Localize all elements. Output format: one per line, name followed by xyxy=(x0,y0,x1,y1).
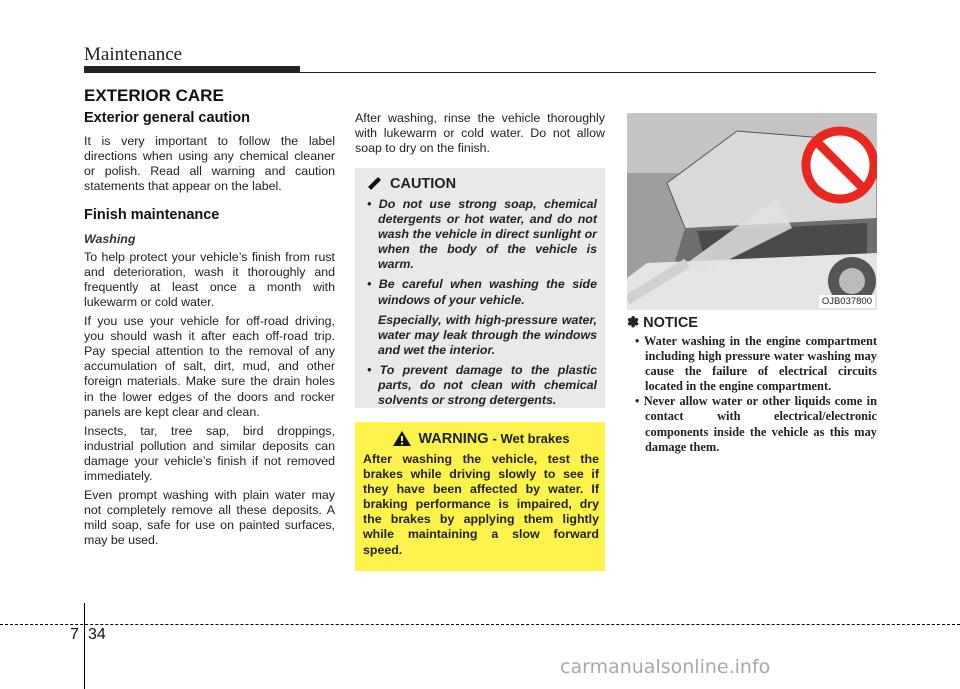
paragraph: It is very important to follow the label directions when using any chemical cleaner or polish. Read all warning and caution statements that appear on the label. xyxy=(84,134,335,194)
heading-finish-maintenance: Finish maintenance xyxy=(84,207,220,224)
warning-subtitle: - Wet brakes xyxy=(492,431,570,446)
list-item: • Be careful when washing the side windows of your vehicle. Especially, with high-pressure water, water may leak through the windows and wet the interior. xyxy=(367,277,597,357)
car-hood-open-illustration xyxy=(627,113,877,310)
warning-box xyxy=(355,422,605,571)
warning-title: WARNING xyxy=(418,430,489,447)
caution-list xyxy=(367,197,597,408)
warning-triangle-icon xyxy=(392,430,412,447)
page-number: 34 xyxy=(88,626,106,643)
list-item: • To prevent damage to the plastic parts, do not clean with chemical solvents or strong detergents. xyxy=(367,362,598,408)
footer-dashed-rule xyxy=(0,624,960,625)
header-rule xyxy=(300,72,876,73)
chapter-number: 7 xyxy=(70,626,79,643)
header-bar xyxy=(84,66,300,73)
footer-vertical-rule xyxy=(84,603,85,689)
figure-code: OJB037800 xyxy=(819,295,875,308)
warning-text: After washing the vehicle, test the brakes while driving slowly to see if they have been affected by water. If braking performance is impaired, dry the brakes by applying them lightly while maintaining a slow forward speed. xyxy=(363,452,599,557)
paragraph: Even prompt washing with plain water may not completely remove all these deposits. A mild soap, safe for use on painted surfaces, may be used. xyxy=(84,488,335,548)
paragraph: If you use your vehicle for off-road driving, you should wash it after each off-road trip. Pay special attention to the removal of any accumulation of salt, dirt, mud, and other foreign materials. Make sure the drain holes in the lower edges of the doors and rocker panels are kept clear and clean. xyxy=(84,314,335,419)
middle-column-intro xyxy=(355,111,605,160)
running-header-title: Maintenance xyxy=(84,44,183,65)
list-item: • Do not use strong soap, chemical detergents or hot water, and do not wash the vehicle in direct sunlight or when the body of the vehicle is warm. xyxy=(367,197,598,272)
watermark-text: carmanualsonline.info xyxy=(560,656,771,678)
list-item: • Water washing in the engine compartment including high pressure water washing may cause the failure of electrical circuits located in the engine compartment. xyxy=(635,334,878,394)
list-item: • Never allow water or other liquids come in contact with electrical/electronic components inside the vehicle as this may damage them. xyxy=(635,394,877,454)
engine-wash-illustration xyxy=(627,113,877,310)
caution-box xyxy=(355,168,605,408)
paragraph: After washing, rinse the vehicle thoroughly with lukewarm or cold water. Do not allow soap to dry on the finish. xyxy=(355,111,605,156)
notice-block xyxy=(627,315,877,455)
notice-list xyxy=(627,334,877,455)
heading-exterior-general-caution: Exterior general caution xyxy=(84,110,250,126)
section-title: EXTERIOR CARE xyxy=(84,86,224,105)
caution-header xyxy=(364,176,597,192)
pencil-icon xyxy=(364,177,382,191)
notice-title: ✽ NOTICE xyxy=(627,315,698,331)
left-column xyxy=(84,111,335,552)
warning-header xyxy=(363,430,599,447)
subheading-washing: Washing xyxy=(84,231,136,246)
caution-title: CAUTION xyxy=(390,176,457,192)
paragraph: Insects, tar, tree sap, bird droppings, industrial pollution and similar deposits can damage your vehicle’s finish if not removed immediately. xyxy=(84,423,335,483)
paragraph: To help protect your vehicle’s finish from rust and deterioration, wash it thoroughly and frequently at least once a month with lukewarm or cold water. xyxy=(84,249,335,309)
